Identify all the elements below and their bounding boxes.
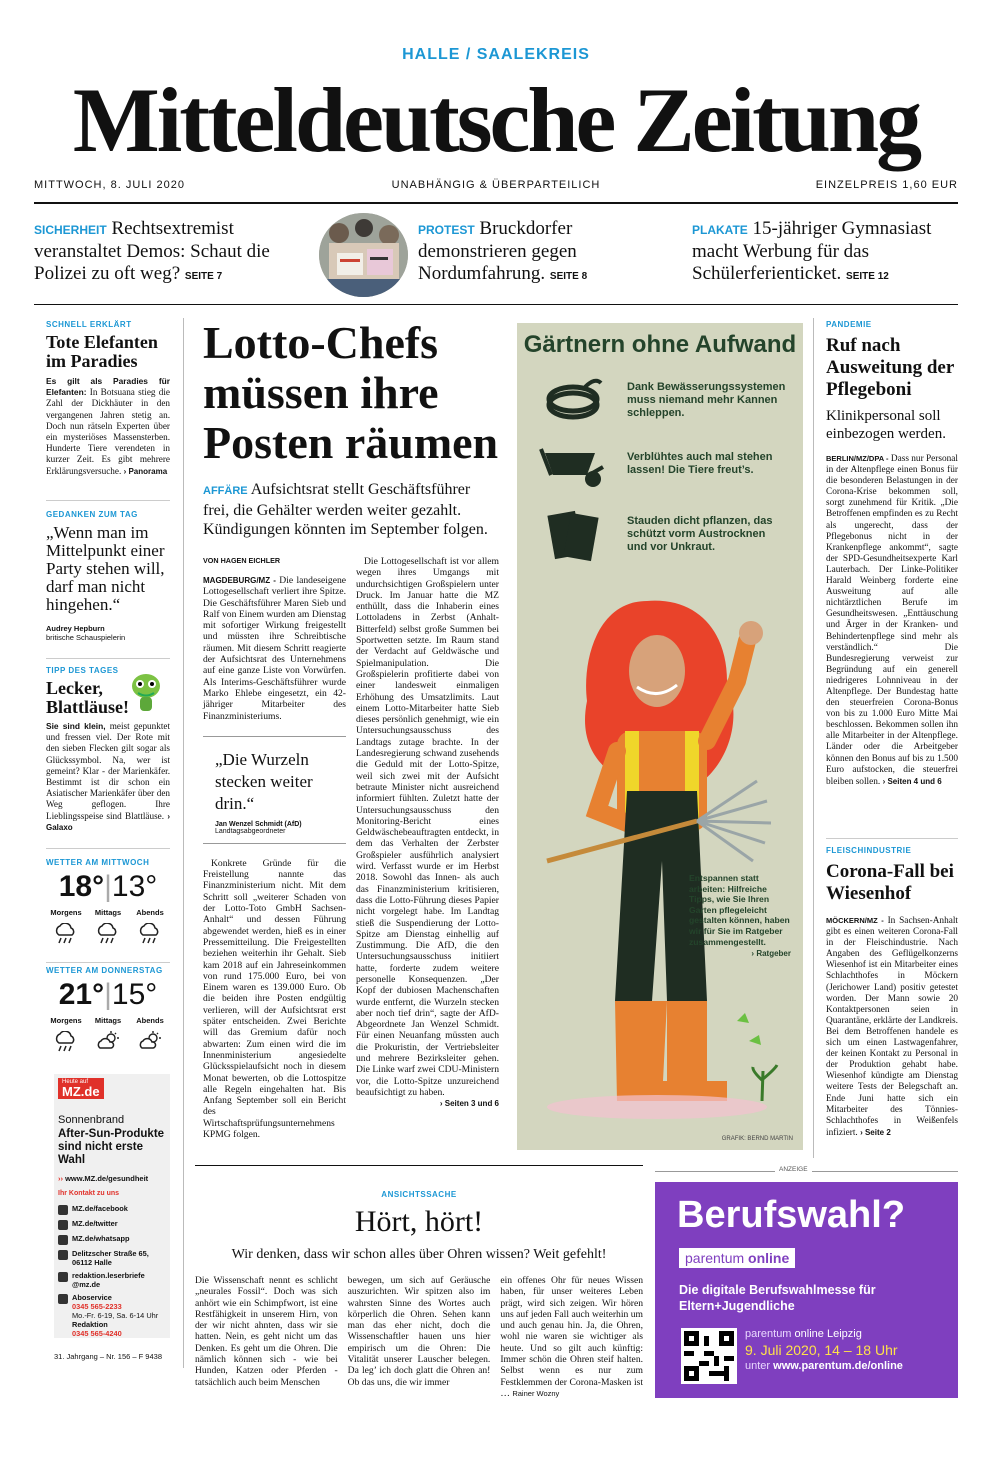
ad-headline: Berufswahl?	[677, 1194, 906, 1236]
sidebar-divider	[46, 500, 170, 501]
pull-quote	[203, 737, 346, 843]
contact-email[interactable]: redaktion.leserbriefe @mz.de	[58, 1271, 166, 1289]
quote-author: Audrey Hepburn	[46, 624, 105, 633]
section-kicker: PANDEMIE	[826, 320, 872, 329]
elephant-text	[46, 376, 170, 477]
contact-phone: Aboservice 0345 565-2233 Mo.-Fr. 6-19, Sa. 6-14 Uhr Redaktion 0345 565-4240	[58, 1293, 166, 1338]
temp-high: 21°	[58, 978, 105, 1011]
teaser-protest[interactable]	[418, 218, 668, 288]
lead-kicker: AFFÄRE	[203, 485, 248, 497]
motto: UNABHÄNGIG & ÜBERPARTEILICH	[391, 179, 601, 191]
newspaper-title: Mitteldeutsche Zeitung	[72, 69, 920, 171]
whatsapp-icon	[58, 1235, 68, 1245]
meat-story	[826, 846, 958, 1139]
gardener-illustration	[527, 581, 797, 1131]
lead-body-1b: Konkrete Gründe für die Freistellung nannte das Finanzministerium nicht. Mit dem Schritt soll „weiterer Schaden von der Lotto-Toto GmbH Sachsen-Anhalt“ und dessen Führung abgewendet werden, hieß es in einer Pressemitteilung. Die Freigestellten beziehen weiterhin ihr Gehalt. Sieb kam 2018 auf ein Jahreseinkommen von rund 175.000 Euro, bei von Einem waren es 139.000 Euro. Ob die beiden ihre Posten endgültig verlieren, will der Aufsichtsrat erst später entscheiden. Zwei Berichte will das Gremium dafür noch abwarten: Zum einen wird die im Innenministerium angesiedelte Glücksspielaufsicht noch in diesem Monat bewerten, ob die Lottospitze alle Regeln eingehalten hat. Bis Anfang September soll ein Bericht des Wirtschaftsprüfungsunternehmens KPMG folgen.	[203, 857, 346, 1140]
pull-quote-role: Landtagsabgeordneter	[215, 827, 286, 835]
rain-cloud-icon	[96, 923, 120, 945]
teaser-kicker: PLAKATE	[692, 223, 748, 237]
mz-link[interactable]: ›› www.MZ.de/gesundheit	[58, 1174, 149, 1183]
teaser-text: Rechtsextremist veranstaltet Demos: Schaut die Polizei zu oft weg?	[34, 218, 270, 284]
garden-infographic	[517, 323, 803, 1150]
opinion-section	[195, 1190, 643, 1399]
sun-cloud-icon	[96, 1031, 120, 1053]
lead-in: Es gilt als Paradies für Elefanten:	[46, 376, 170, 398]
lead-headline[interactable]: Lotto-Chefs müssen ihre Posten räumen	[203, 317, 499, 468]
sidebar-divider	[46, 848, 170, 849]
hose-icon	[545, 375, 605, 423]
mz-badge[interactable]	[58, 1078, 104, 1099]
sidebar-divider	[46, 658, 170, 659]
lead-deck	[203, 480, 499, 539]
twitter-icon	[58, 1220, 68, 1230]
tip-headline: Lecker, Blattläuse!	[46, 678, 129, 717]
column-divider	[813, 318, 814, 1158]
qr-code[interactable]	[681, 1328, 737, 1384]
wheelbarrow-icon	[539, 445, 611, 491]
section-kicker: WETTER AM DONNERSTAG	[46, 966, 163, 975]
weather-wednesday	[46, 858, 170, 945]
phone-icon	[58, 1294, 68, 1304]
ref-link[interactable]: › Seite 2	[860, 1127, 891, 1137]
temperature: 21°|15°	[58, 978, 158, 1011]
location-icon	[58, 1250, 68, 1260]
teaser-rule	[34, 304, 958, 305]
teaser-security[interactable]	[34, 218, 284, 288]
pandemic-story	[826, 320, 958, 788]
lead-in: Sie sind klein,	[46, 721, 106, 731]
section-kicker: TIPP DES TAGES	[46, 666, 119, 675]
quote-role: britische Schauspielerin	[46, 633, 126, 642]
ad-event: parentum online Leipzig 9. Juli 2020, 14 – 18 Uhr unter www.parentum.de/online	[745, 1328, 903, 1372]
tip-text	[46, 721, 170, 833]
ad-brand: parentum online	[679, 1248, 795, 1268]
badge-small-text: Heute auf	[62, 1079, 89, 1085]
rain-cloud-icon	[138, 923, 162, 945]
opinion-col-2: bewegen, um sich auf Geräusche auszurichten. Wir spitzen also im wahrsten Sinne des Wortes auch körperlich die Ohren. Sehen kann man das eher nicht, doch die Wissenschaftler hauen uns hier empirisch um die Ohren: Die Vitalität unserer Lauscher belegen. Da leg’ ich doch glatt die Ohren an! Ob das uns, die wir immer	[347, 1275, 491, 1388]
masthead-rule	[34, 202, 958, 204]
weather-thursday	[46, 966, 170, 1053]
meat-headline[interactable]: Corona-Fall bei Wiesenhof	[826, 861, 954, 904]
section-kicker: FLEISCHINDUSTRIE	[826, 846, 912, 855]
seed-packet-icon	[547, 507, 599, 565]
opinion-col-3: ein offenes Ohr für neues Wissen haben, für unser weiteres Leben prägt, wird sich zeigen. Wir hören uns auf jeden Fall auch weiterhin um und auch genau hin. Ja, die Ohren, wohl nie waren sie wichtiger als heute. Und so gilt auch künftig: Immer schön die Ohren steif halten. Selbst wenn es nur zum Festklemmen der Corona-Masken ist … Rainer Wozny	[500, 1275, 644, 1399]
lead-body-2: Die Lottogesellschaft ist vor allem wegen ihres Umgangs mit undurchsichtigen Großspielern unter Druck. Im Januar hatte die MZ enthüllt, dass die Inhaberin eines Lottoladens in Zerbst (Anhalt-Bitterfeld) selbst große Summen bei Sportwetten setzte. Im Raum stand der Verdacht auf Geldwäsche und Spielmanipulation. Die Großspielerin profitierte dabei von einer landesweit einmaligen Erhöhung des Umsatzlimits. Laut einem Lotto-Mitarbeiter hatte Sieb dieses persönlich genehmigt, wie ein Untersuchungsausschuss des Landtags zutage brachte. In der Landesregierung schwand zusehends die Geduld mit der Lotto-Spitze, weil sich zwei mit der Aufsicht betraute Minister nicht ausreichend informiert fühlten. Zuletzt hatte der Untersuchungsausschuss den Monitoring-Bericht eines Geldwäschebeauftragten entdeckt, in dem das Verhalten der Zerbster Großspieler ausführlich analysiert wird. Verfasst wurde er im Herbst 2018. Sowohl das Innen- als auch das Finanzministerium kritisieren, dass die Lotto-Führung dieses Papier nicht vorgelegt habe. Im Landtag stieß die Suspendierung der Lotto-Spitze am Dienstag einhellig auf Zustimmung. Die AfD, die den Untersuchungsausschuss initiiert hatte, forderte zudem weitere personelle Konsequenzen. „Der Kopf der dubiosen Machenschaften wurde entfernt, die Wurzeln stecken aber noch tief drin“, sagte der AfD-Abgeordnete Jan Wenzel Schmidt. Für einen Neuanfang müssten auch die Prokuristin, der Vertriebsleiter und mehrere Bezirksleiter gehen. Die Linke warf zwei CDU-Ministern vor, die Lotto-Spitze unzureichend beaufsichtigt zu haben.	[356, 556, 499, 1098]
pandemic-deck: Klinikpersonal soll einbezogen werden.	[826, 408, 946, 442]
tip-2: Verblühtes auch mal stehen lassen! Die Tiere freut’s.	[627, 451, 773, 476]
ref-link[interactable]: › Seiten 3 und 6	[439, 1099, 499, 1109]
contact-address: Delitzscher Straße 65, 06112 Halle	[58, 1249, 166, 1267]
left-sidebar	[46, 320, 170, 477]
graphic-credit: GRAFIK: BERND MARTIN	[721, 1136, 793, 1142]
lead-col-2	[356, 556, 499, 1108]
opinion-col-1: Die Wissenschaft nennt es schlicht „neurales Fossil“. Doch was sich anhört wie ein Schimpfwort, ist eine Restfähigkeit in unserem Hirn, von der wir nicht ahnten, dass wir sie hatten. Nein, es geht nicht um das Denken. Es geht um die Ohren. Die nämlich können sich - wie bei Hunden, Katzen oder Pferden - tatsächlich auch beim Menschen	[195, 1275, 338, 1388]
section-kicker: ANSICHTSSACHE	[381, 1190, 457, 1199]
teaser-page: SEITE 8	[549, 271, 588, 282]
rain-cloud-icon	[54, 1031, 78, 1053]
lead-body-1: MAGDEBURG/MZ - Die landeseigene Lottogesellschaft verliert ihre Spitze. Die Geschäftsführer Maren Sieb und Ralf von Einem wurden am Dienstag mit sofortiger Wirkung freigestellt und müssten ihre Schreibtische räumen. Mit diesem Schritt reagierte der Aufsichtsrat des Unternehmens auf eine ganze Liste von Vorwürfen. Als Interims-Geschäftsführer wurde Marko Ehlebe eingesetzt, ein 42-jähriger Mitarbeiter des Finanzministeriums.	[203, 575, 347, 722]
wx-label: Abends	[136, 908, 164, 917]
opinion-author: Rainer Wozny	[512, 1388, 560, 1398]
teaser-kicker: PROTEST	[418, 223, 475, 237]
opinion-headline[interactable]: Hört, hört!	[354, 1205, 484, 1238]
sun-cloud-icon	[138, 1031, 162, 1053]
wx-label: Abends	[136, 1016, 164, 1025]
body: In Botsuana stieg die Zahl der Dickhäuter in den vergangenen Jahren stetig an. Doch nun rätseln Experten über ein mysteriöses Massensterben. Hunderte Tiere verendeten in kurzer Zeit. Es gibt mehrere Erklärungsversuche.	[46, 387, 170, 476]
contact-facebook[interactable]: MZ.de/facebook	[58, 1204, 166, 1215]
teaser-text: Bruckdorfer demonstrieren gegen Nordumfahrung.	[418, 218, 577, 284]
mz-kicker: Sonnenbrand	[58, 1114, 125, 1126]
wx-label: Morgens	[50, 908, 82, 917]
teaser-page: SEITE 12	[846, 271, 889, 282]
deck-text: Aufsichtsrat stellt Geschäftsführer frei, die Gehälter werden weiter gezahlt. Kündigungen könnten im September folgen.	[203, 481, 488, 538]
ad-label: ANZEIGE	[775, 1166, 812, 1173]
tip-1: Dank Bewässerungssystemen muss niemand mehr Kannen schleppen.	[627, 381, 786, 419]
quote-box	[46, 510, 170, 642]
infographic-title: Gärtnern ohne Aufwand	[523, 331, 797, 358]
ref-link[interactable]: › Panorama	[123, 466, 168, 476]
contact-twitter[interactable]: MZ.de/twitter	[58, 1219, 166, 1230]
mail-icon	[58, 1272, 68, 1282]
teaser-kicker: SICHERHEIT	[34, 223, 107, 237]
mz-headline[interactable]: After-Sun-Produkte sind nicht erste Wahl	[58, 1128, 165, 1166]
wx-label: Morgens	[50, 1016, 82, 1025]
mz-online-box	[54, 1074, 170, 1338]
section-kicker: SCHNELL ERKLÄRT	[46, 320, 132, 329]
temp-low: 15°	[111, 978, 158, 1011]
section-kicker: GEDANKEN ZUM TAG	[46, 510, 138, 519]
ref-link[interactable]: › Seiten 4 und 6	[882, 776, 942, 786]
teaser-posters[interactable]	[692, 218, 958, 288]
lead-col-1	[203, 556, 346, 1140]
sidebar-divider	[46, 962, 170, 963]
elephant-headline: Tote Elefanten im Paradies	[46, 332, 158, 371]
ref-link[interactable]: › Ratgeber	[751, 949, 791, 958]
issue-date: MITTWOCH, 8. JULI 2020	[34, 179, 185, 191]
ref-link[interactable]: › Galaxo	[46, 811, 171, 832]
rain-cloud-icon	[54, 923, 78, 945]
column-divider	[183, 318, 184, 1368]
region-label: HALLE / SAALEKREIS	[402, 46, 590, 63]
badge-logo: MZ.de	[62, 1084, 100, 1099]
pull-quote-text: „Die Wurzeln stecken weiter drin.“	[215, 749, 313, 813]
facebook-icon	[58, 1205, 68, 1215]
protest-photo	[319, 213, 408, 297]
teaser-page: SEITE 7	[184, 271, 223, 282]
wx-label: Mittags	[94, 908, 122, 917]
byline: VON HAGEN EICHLER	[203, 556, 281, 565]
temp-low: 13°	[111, 870, 158, 903]
bottom-rule	[195, 1165, 643, 1166]
tip-3: Stauden dicht pflanzen, das schützt vorm Austrocknen und vor Unkraut.	[627, 515, 773, 553]
teaser-text: 15-jähriger Gymnasiast macht Werbung für das Schülerferienticket.	[692, 218, 932, 284]
wx-label: Mittags	[94, 1016, 122, 1025]
meat-body: MÖCKERN/MZ - In Sachsen-Anhalt gibt es einen weiteren Corona-Fall in der Fleischindustrie. Nach Angaben des Geflügelkonzerns Wiesenhof ist ein Mitarbeiter eines Schlachthofes in Möckern (Jerichower Land) positiv getestet worden. Der Mann sowie 20 Kontaktpersonen seien in Quarantäne, erklärte der Landkreis. Bei dem Betroffenen handele es sich um einen Lastwagenfahrer, der keinen Kontakt zu Personal in der Produktion gehabt habe. Wiesenhof kündigte am Dienstag weitere Tests der Belegschaft an. Ende Juni hatte sich ein Mitarbeiter des Tönnies-Schlachthofes in Weißenfels infiziert. › Seite 2	[826, 916, 959, 1138]
body: meist gepunktet und fressen viel. Der Rote mit den sieben Flecken gilt sogar als Glückssymbol. Na, wer ist gemeint? Klar - der Marienkäfer. Bestimmt ist dir schon ein Asiatischer Marienkäfer über den Weg geflogen. Ihre Lieblingsspeise sind Blattläuse.	[46, 721, 171, 821]
pandemic-body: BERLIN/MZ/DPA - Dass nur Personal in der Altenpflege einen Bonus für die besonderen Belastungen in der Corona-Krise bekommen soll, sorgt zunehmend für Kritik. „Die Betroffenen empfinden es zu Recht als ungerecht, dass der Pflegebonus nicht in der Krankenpflege ankommt“, sagte der SPD-Gesundheitsexperte Karl Lauterbach. Der Linke-Politiker Harald Weinberg forderte eine Ausweitung auf alle nichtärztlichen Berufe im Gesundheitswesen. „Enttäuschung und Ärger in der Kranken- und Behindertenpflege sind mehr als verständlich.“ Die Bundesregierung verweist zur Begründung auf ein generell niedrigeres Lohnniveau in der Altenpflege. Der Bundestag hatte den steuerfreien Corona-Bonus von bis zu 1.000 Euro Mitte Mai beschlossen. Bekommen sollen ihn alle Mitarbeiter in der Altenpflege. Länder oder die Arbeitgeber können den Bonus auf bis zu 1.500 Euro aufstocken, die steuerfrei bleiben sollen. › Seiten 4 und 6	[826, 454, 959, 787]
section-kicker: WETTER AM MITTWOCH	[46, 858, 150, 867]
tip-4: Entspannen statt arbeiten: Hilfreiche Tipps, wie Sie Ihren Garten pflegeleicht gestalten können, haben wir für Sie im Ratgeber zusammengestellt.	[689, 873, 790, 947]
price: EINZELPREIS 1,60 EUR	[815, 179, 958, 191]
contact-head: Ihr Kontakt zu uns	[58, 1190, 120, 1197]
quote-text: „Wenn man im Mittelpunkt einer Party stehen will, darf man nicht hingehen.“	[46, 523, 165, 614]
temp-high: 18°	[58, 870, 105, 903]
alien-mascot-icon	[122, 666, 170, 714]
right-divider	[826, 838, 958, 839]
issue-number: 31. Jahrgang – Nr. 156 – F 9438	[54, 1352, 162, 1361]
pandemic-headline[interactable]: Ruf nach Ausweitung der Pflegeboni	[826, 335, 954, 400]
contact-whatsapp[interactable]: MZ.de/whatsapp	[58, 1234, 166, 1245]
opinion-deck: Wir denken, dass wir schon alles über Ohren wissen? Weit gefehlt!	[231, 1247, 607, 1262]
ad-subline: Die digitale Berufswahlmesse für Eltern+Jugendliche	[679, 1283, 876, 1313]
temperature: 18°|13°	[58, 870, 158, 903]
pull-quote-author: Jan Wenzel Schmidt (AfD)	[215, 820, 302, 828]
parentum-ad[interactable]	[655, 1182, 958, 1398]
